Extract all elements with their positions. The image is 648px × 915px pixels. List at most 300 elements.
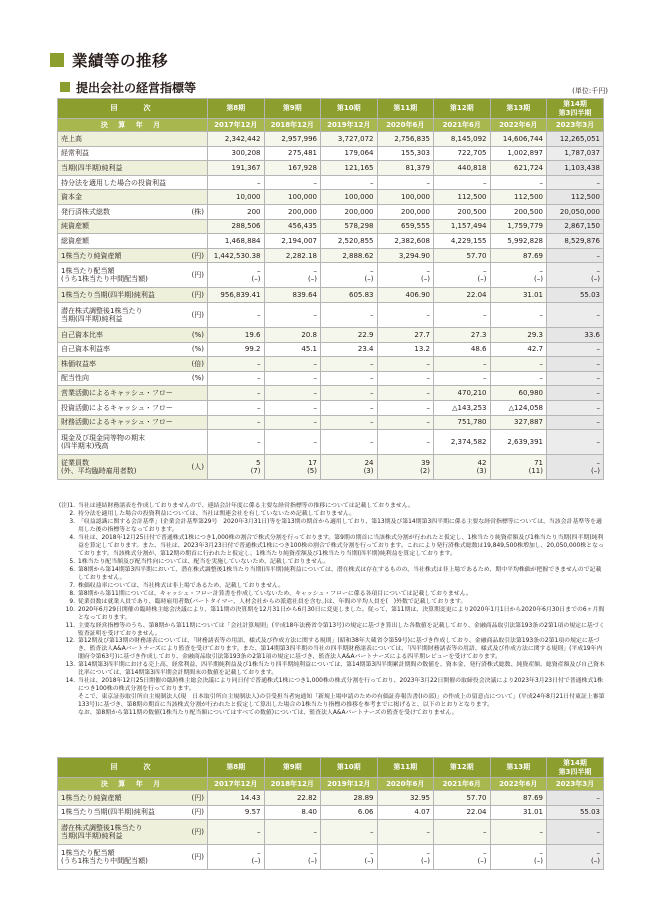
value-text: 100,000 [288, 193, 317, 202]
note-number [57, 694, 78, 710]
row-value [264, 845, 321, 870]
row-unit: (円) [191, 271, 204, 280]
row-value [490, 132, 547, 147]
row-label-text-sub: (四半期末)残高 [61, 442, 109, 451]
header-date: 2023年3月 [547, 778, 604, 791]
note-number: 12. [65, 638, 75, 645]
header-date: 2017年12月 [208, 119, 265, 132]
value-text: 112,500 [457, 193, 487, 202]
value-text: 81,379 [405, 163, 430, 172]
row-value [490, 400, 547, 415]
row-value [321, 204, 378, 219]
note-text: なお、第8期から第11期の数値(1株当たり配当額についてはすべての数値)については、監査法人A&Aパートナーズの監査を受けておりません。 [78, 710, 458, 717]
header-row-dates [58, 778, 604, 791]
value-text: – [370, 389, 374, 398]
row-label [58, 805, 208, 820]
value-text: – [596, 403, 600, 412]
value-text-sub: (–) [477, 275, 487, 284]
note-number: 11. [65, 622, 75, 629]
header-date: 2019年12月 [321, 778, 378, 791]
value-text: 2,520,855 [337, 236, 374, 245]
row-label-text: 潜在株式調整後1株当たり [61, 306, 143, 315]
value-text: 4.07 [414, 808, 430, 817]
table-row [58, 415, 604, 430]
row-label-text-sub: (うち1株当たり中間配当額) [61, 275, 148, 284]
header-date: 2017年12月 [208, 778, 265, 791]
unit-label: (単位:千円) [572, 87, 608, 95]
row-value [264, 302, 321, 327]
header-row-periods [58, 758, 604, 778]
row-value [434, 455, 491, 480]
row-value [547, 415, 604, 430]
note-number: 2. [69, 510, 75, 517]
row-unit: (円) [191, 251, 204, 260]
header-row-periods [58, 99, 604, 119]
note-text: 持分法を適用した場合の投資利益については、当社は関連会社を有していないため記載しておりません。 [78, 510, 356, 517]
value-text: – [539, 267, 543, 276]
value-text-sub: (–) [534, 275, 543, 284]
row-value [490, 805, 547, 820]
value-text: 327,887 [514, 418, 543, 427]
value-text: – [313, 849, 317, 858]
row-label-text: 1株当たり純資産額 [61, 251, 122, 260]
value-text: 55.03 [579, 291, 600, 300]
value-text: – [596, 438, 600, 447]
row-value [321, 400, 378, 415]
row-value [377, 190, 434, 205]
row-value [377, 132, 434, 147]
value-text: – [596, 459, 600, 468]
row-unit: (%) [191, 330, 204, 339]
row-value [208, 175, 265, 190]
table-row [58, 288, 604, 303]
row-unit: (人) [191, 463, 204, 472]
note-number: 13. [65, 662, 75, 669]
note-item [57, 678, 605, 694]
table-row [58, 357, 604, 372]
note-item [57, 591, 605, 599]
value-text: – [483, 178, 487, 187]
value-text: 48.6 [470, 345, 487, 354]
value-text: 9.57 [244, 808, 261, 817]
subsection-title: 提出会社の経営指標等 [60, 79, 196, 95]
table-row [58, 820, 604, 845]
table-row [58, 791, 604, 806]
row-value [434, 234, 491, 249]
note-item [57, 638, 605, 662]
header-date: 2018年12月 [264, 778, 321, 791]
header-period: 第12期 [434, 99, 491, 119]
row-value [434, 248, 491, 263]
row-value [321, 430, 378, 455]
row-value [377, 400, 434, 415]
row-value [264, 146, 321, 161]
value-text: – [313, 828, 317, 837]
note-text: 株価収益率については、当社株式は非上場であるため、記載しておりません。 [78, 582, 285, 589]
row-value [321, 357, 378, 372]
value-text: – [257, 438, 261, 447]
row-unit: (円) [191, 828, 204, 837]
row-unit: (円) [191, 291, 204, 300]
row-value [321, 248, 378, 263]
value-text: – [426, 267, 430, 276]
row-value [321, 146, 378, 161]
row-label-text-sub: (外、平均臨時雇用者数) [61, 467, 137, 476]
value-text: – [257, 374, 261, 383]
table-row [58, 146, 604, 161]
row-label-text: 従業員数 [61, 459, 89, 468]
subsection-marker-icon [60, 82, 70, 92]
value-text: – [596, 849, 600, 858]
value-text: – [596, 251, 600, 260]
value-text: – [370, 828, 374, 837]
value-text: 1,468,884 [224, 236, 261, 245]
row-value [490, 386, 547, 401]
table-row [58, 219, 604, 234]
header-date: 2022年6月 [490, 778, 547, 791]
value-text: – [257, 418, 261, 427]
value-text: 22.04 [466, 291, 487, 300]
value-text: – [426, 359, 430, 368]
value-text: – [539, 849, 543, 858]
row-value [264, 175, 321, 190]
value-text: – [483, 374, 487, 383]
row-value [547, 455, 604, 480]
value-text: △124,058 [508, 403, 543, 412]
value-text: 406.90 [405, 291, 430, 300]
row-unit: (%) [191, 374, 204, 383]
row-value [377, 327, 434, 342]
row-label [58, 302, 208, 327]
row-label [58, 263, 208, 288]
value-text: 275,481 [288, 149, 317, 158]
value-text: 27.3 [470, 330, 487, 339]
row-value [490, 146, 547, 161]
row-label [58, 190, 208, 205]
row-value [208, 146, 265, 161]
row-value [490, 455, 547, 480]
value-text: 200,000 [344, 207, 374, 216]
value-text: – [539, 310, 543, 319]
row-value [490, 791, 547, 806]
row-label [58, 820, 208, 845]
row-value [208, 357, 265, 372]
note-item [57, 503, 605, 511]
note-item [57, 694, 605, 710]
value-text-sub: (–) [591, 857, 600, 866]
row-value [321, 386, 378, 401]
header-period: 第9期 [264, 758, 321, 778]
note-item [57, 559, 605, 567]
row-label [58, 791, 208, 806]
header-date: 2021年6月 [434, 119, 491, 132]
value-text: 17 [308, 459, 317, 468]
row-value [321, 342, 378, 357]
per-share-reference-table [57, 757, 604, 870]
value-text-sub: (–) [591, 275, 600, 284]
value-text: – [596, 828, 600, 837]
table-row [58, 455, 604, 480]
row-value [264, 161, 321, 176]
row-value [490, 161, 547, 176]
value-text: – [370, 359, 374, 368]
row-value [547, 805, 604, 820]
value-text: – [596, 310, 600, 319]
note-text: 当社は、2018年12月25日付で普通株式1株につき1,000株の割合で株式分割を行っております。第9期の期首に当該株式分割が行われたと仮定し、1株当たり純資産額及び1株当たり当期(四半期)純利益を算定しております。また、当社は、2023年3月23日付で普通株式1株につき100株の割合で株式分割を行っております。これにより発行済株式総数は19,849,500株増加し、20,050,000株となっております。当該株式分割が、第12期の期首に行われたと仮定し、1株当たり純資産額及び1株当たり当期(四半期)純利益を算定しております。 [78, 534, 604, 557]
row-value [264, 248, 321, 263]
header-period: 第11期 [377, 99, 434, 119]
header-kai-label: 回 次 [58, 758, 208, 778]
value-text: – [426, 389, 430, 398]
row-value [547, 791, 604, 806]
note-item [57, 511, 605, 519]
value-text: 2,867,150 [564, 222, 600, 231]
section-title: 業績等の推移 [50, 49, 168, 71]
row-value [377, 263, 434, 288]
value-text: – [370, 438, 374, 447]
value-text: – [370, 310, 374, 319]
note-item [57, 599, 605, 607]
note-text: 第12期及び第13期の財務諸表については、「財務諸表等の用語、様式及び作成方法に関する規則」(昭和38年大蔵省令第59号)に基づき作成しており、金融商品取引法第193条の2第1項の規定に基づき、監査法人A&Aパートナーズにより監査を受けております。また、第14期第3四半期の当社の四半期財務諸表については、「四半期財務諸表等の用語、様式及び作成方法に関する規則」(平成19年内閣府令第63号)に基づき作成しており、金融商品取引法第193条の2第1項の規定に基づき、監査法人A&Aパートナーズによる四半期レビューを受けております。 [78, 638, 603, 661]
header-date: 2023年3月 [547, 119, 604, 132]
row-value [547, 845, 604, 870]
row-label [58, 455, 208, 480]
row-value [377, 455, 434, 480]
row-label-text: 自己資本比率 [61, 330, 103, 339]
value-text: 456,435 [288, 222, 317, 231]
row-value [208, 234, 265, 249]
table-row [58, 400, 604, 415]
row-value [377, 845, 434, 870]
row-value [434, 146, 491, 161]
value-text-sub: (–) [308, 857, 317, 866]
value-text: 12,265,051 [559, 134, 600, 143]
value-text: 2,756,835 [394, 134, 430, 143]
row-value [547, 430, 604, 455]
note-number: 8. [69, 590, 75, 597]
row-value [208, 219, 265, 234]
header-period: 第12期 [434, 758, 491, 778]
value-text-sub: (–) [251, 275, 261, 284]
value-text-sub: (–) [308, 275, 317, 284]
row-value [377, 371, 434, 386]
value-text: 722,705 [457, 149, 487, 158]
row-value [264, 820, 321, 845]
row-label-text: 1株当たり純資産額 [61, 793, 122, 802]
row-value [547, 371, 604, 386]
value-text: – [483, 267, 487, 276]
value-text: 55.03 [579, 808, 600, 817]
value-text: 2,639,391 [507, 438, 543, 447]
value-text: 956,839.41 [220, 291, 261, 300]
row-value [490, 288, 547, 303]
row-unit: (倍) [191, 359, 204, 368]
row-value [377, 204, 434, 219]
table-row [58, 845, 604, 870]
value-text: 10,000 [236, 193, 261, 202]
row-value [547, 161, 604, 176]
table-row [58, 161, 604, 176]
note-number: 3. [69, 518, 75, 525]
row-label-text: 資本金 [61, 193, 82, 202]
row-value [264, 132, 321, 147]
value-text: 33.6 [584, 330, 600, 339]
value-text: 24 [364, 459, 374, 468]
row-value [490, 302, 547, 327]
row-label [58, 248, 208, 263]
table-row [58, 386, 604, 401]
row-value [434, 161, 491, 176]
row-label-text: 純資産額 [61, 222, 89, 231]
row-value [264, 791, 321, 806]
header-date: 2020年6月 [377, 778, 434, 791]
note-item [57, 607, 605, 623]
value-text: 112,500 [571, 193, 600, 202]
row-value [547, 219, 604, 234]
value-text: – [257, 359, 261, 368]
note-text: 第8期から第11期については、キャッシュ・フロー計算書を作成していないため、キャッシュ・フローに係る各項目については記載しておりません。 [78, 590, 472, 597]
value-text: 2,282.18 [285, 251, 317, 260]
row-label [58, 415, 208, 430]
row-value [377, 175, 434, 190]
row-value [434, 357, 491, 372]
row-label-text: 営業活動によるキャッシュ・フロー [61, 389, 173, 398]
value-text: 1,002,897 [507, 149, 543, 158]
header-period: 第8期 [208, 758, 265, 778]
value-text: 2,194,007 [281, 236, 317, 245]
value-text: 659,555 [401, 222, 430, 231]
row-value [321, 190, 378, 205]
row-value [377, 386, 434, 401]
value-text: – [596, 389, 600, 398]
value-text: – [370, 267, 374, 276]
value-text-sub: (5) [307, 467, 317, 476]
row-value [264, 263, 321, 288]
row-value [321, 234, 378, 249]
value-text: 2,342,442 [224, 134, 261, 143]
row-value [547, 263, 604, 288]
value-text-sub: (7) [250, 467, 261, 476]
row-value [208, 288, 265, 303]
row-value [490, 234, 547, 249]
note-item [57, 710, 605, 718]
row-value [490, 820, 547, 845]
row-label-text-sub: (うち1株当たり中間配当額) [61, 857, 148, 866]
row-value [208, 302, 265, 327]
row-label-text: 総資産額 [61, 236, 89, 245]
row-value [321, 455, 378, 480]
value-text: 22.82 [296, 793, 317, 802]
value-text: 2,382,608 [394, 236, 430, 245]
value-text: 100,000 [344, 193, 374, 202]
header-date: 2018年12月 [264, 119, 321, 132]
row-label [58, 400, 208, 415]
header-period: 第10期 [321, 758, 378, 778]
row-label [58, 357, 208, 372]
row-label [58, 204, 208, 219]
row-unit: (株) [191, 207, 204, 216]
note-item [57, 662, 605, 678]
value-text: 19.6 [244, 330, 261, 339]
row-value [264, 455, 321, 480]
row-unit: (円) [191, 808, 204, 817]
value-text: – [426, 374, 430, 383]
header-period: 第8期 [208, 99, 265, 119]
value-text: 23.4 [357, 345, 374, 354]
row-value [434, 175, 491, 190]
row-value [208, 820, 265, 845]
value-text: – [313, 403, 317, 412]
value-text-sub: (–) [477, 857, 487, 866]
value-text: – [257, 310, 261, 319]
row-value [377, 288, 434, 303]
row-value [490, 248, 547, 263]
value-text: 200,500 [514, 207, 543, 216]
row-label-text: 投資活動によるキャッシュ・フロー [61, 403, 173, 412]
value-text: 29.3 [527, 330, 543, 339]
row-value [321, 327, 378, 342]
value-text: – [257, 403, 261, 412]
header-date: 2020年6月 [377, 119, 434, 132]
header-period: 第10期 [321, 99, 378, 119]
row-unit: (%) [191, 345, 204, 354]
row-value [490, 415, 547, 430]
value-text: – [426, 418, 430, 427]
row-value [434, 430, 491, 455]
row-label-text: 1株当たり配当額 [61, 849, 115, 858]
row-unit: (円) [191, 310, 204, 319]
row-value [208, 327, 265, 342]
row-value [490, 219, 547, 234]
value-text: 8,145,092 [450, 134, 487, 143]
value-text: 1,759,779 [507, 222, 543, 231]
value-text: 28.89 [353, 793, 374, 802]
value-text: 39 [421, 459, 430, 468]
value-text: – [426, 178, 430, 187]
row-label [58, 327, 208, 342]
header-date: 2019年12月 [321, 119, 378, 132]
value-text: 470,210 [457, 389, 487, 398]
value-text: – [257, 178, 261, 187]
value-text: – [596, 418, 600, 427]
value-text: 57.70 [466, 793, 487, 802]
value-text: 32.95 [409, 793, 430, 802]
row-value [208, 430, 265, 455]
row-value [434, 342, 491, 357]
row-value [264, 400, 321, 415]
note-text: 当社は、2018年12月25日開催の臨時株主総会決議により同日付で普通株式1株につき1,000株の株式分割を行っており、2023年3月22日開催の取締役会決議により2023年3月23日付で普通株式1株につき100株の株式分割を行っております。 [78, 678, 603, 693]
row-value [264, 386, 321, 401]
row-label [58, 132, 208, 147]
value-text: 45.1 [301, 345, 317, 354]
row-value [321, 161, 378, 176]
row-value [321, 791, 378, 806]
row-value [208, 400, 265, 415]
note-text: 2020年6月29日開催の臨時株主総会決議により、第11期の決算期を12月31日から6月30日に変更しました。従って、第11期は、決算期変更により2020年1月1日から2020年6月30日までの6ヶ月間となっております。 [78, 606, 605, 621]
note-number: 5. [69, 558, 75, 565]
value-text: 42 [477, 459, 487, 468]
row-value [490, 175, 547, 190]
row-value [264, 204, 321, 219]
table-row [58, 234, 604, 249]
row-value [434, 415, 491, 430]
row-label-text-sub: 当期(四半期)純利益 [61, 314, 123, 323]
value-text: – [313, 359, 317, 368]
row-label [58, 234, 208, 249]
row-label-text: 1株当たり当期(四半期)純利益 [61, 291, 155, 300]
note-item [57, 519, 605, 535]
value-text: – [596, 267, 600, 276]
